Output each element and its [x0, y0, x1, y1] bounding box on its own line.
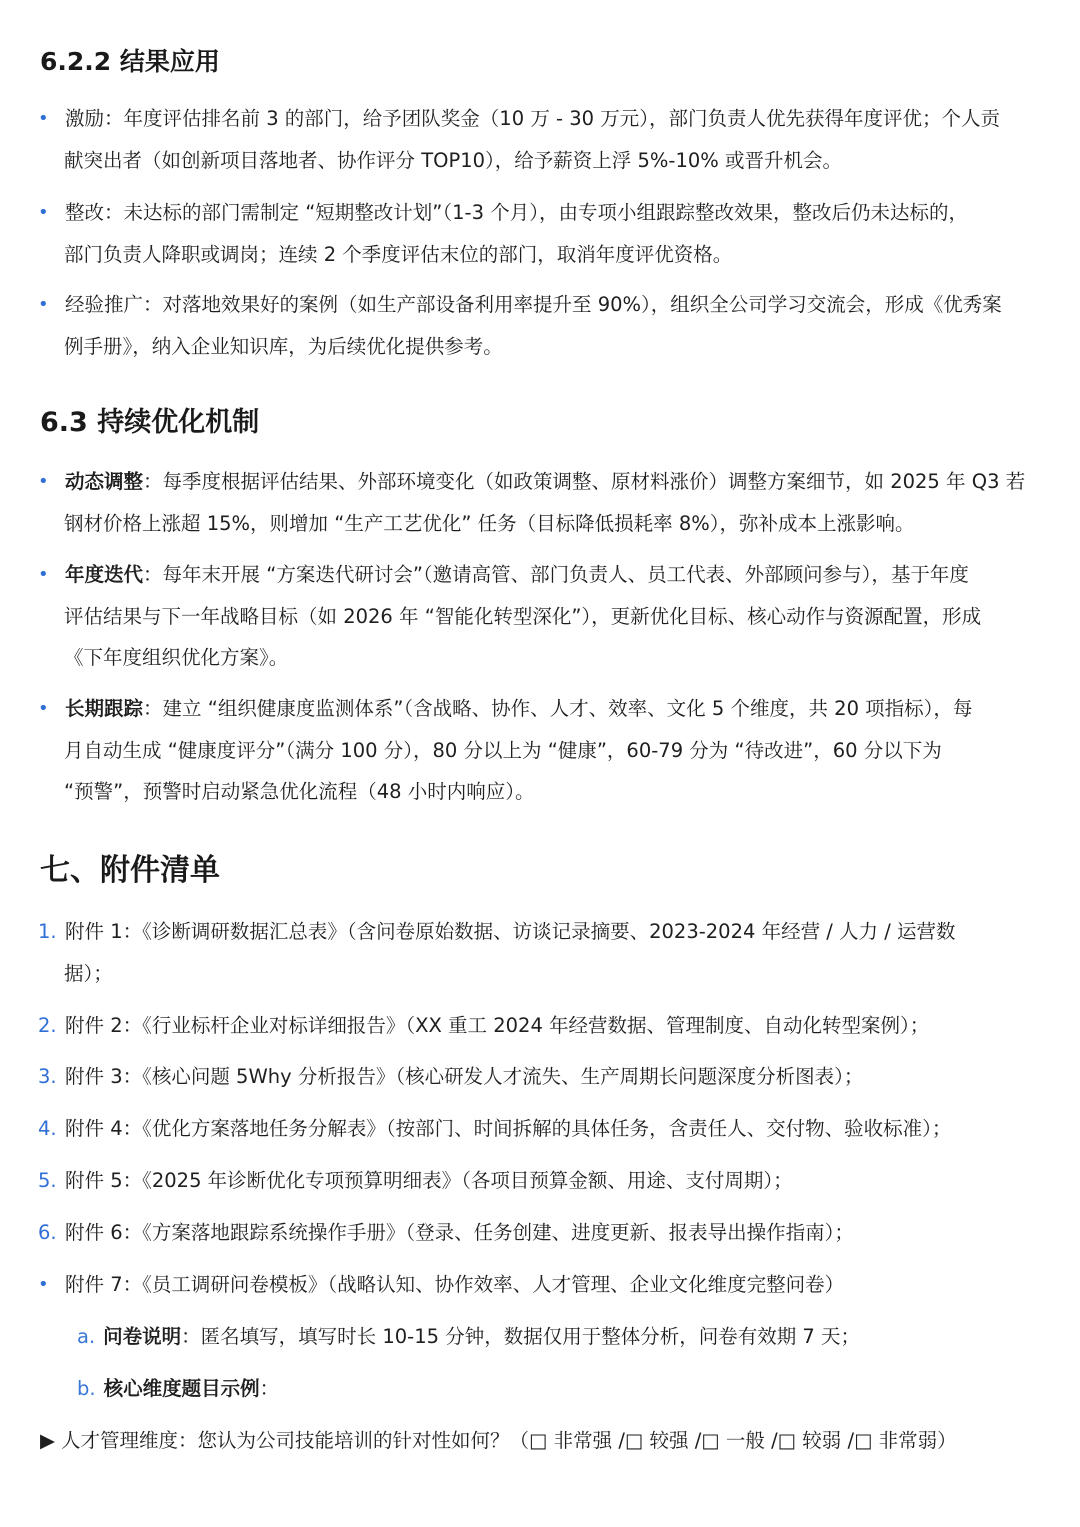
- item-text: 附件 2：《行业标杆企业对标详细报告》（XX 重工 2024 年经营数据、管理制度、自动化转型案例）；: [65, 1014, 930, 1037]
- item-text: 激励：年度评估排名前 3 的部门，给予团队奖金（10 万 - 30 万元），部门负责人优先获得年度评优；个人贡: [65, 107, 1001, 130]
- list-item: [38, 1212, 1048, 1254]
- list-number: 1.: [38, 920, 57, 943]
- item-text: 例手册》，纳入企业知识库，为后续优化提供参考。: [64, 334, 503, 358]
- list-item: [38, 1005, 1048, 1047]
- item-text: 附件 7：《员工调研问卷模板》（战略认知、协作效率、人才管理、企业文化维度完整问卷）: [65, 1273, 845, 1296]
- list-number: 4.: [38, 1117, 57, 1140]
- item-text: ：每季度根据评估结果、外部环境变化（如政策调整、原材料涨价）调整方案细节，如 2025 年 Q3 若: [143, 470, 1026, 493]
- section-heading-6-2-2: 6.2.2 结果应用: [40, 47, 220, 76]
- item-text: 献突出者（如创新项目落地者、协作评分 TOP10），给予薪资上浮 5%-10% 或晋升机会。: [64, 148, 842, 172]
- list-item: [38, 461, 1048, 544]
- question-item: [40, 1420, 957, 1462]
- bullet-icon: •: [38, 1274, 49, 1295]
- item-label: 动态调整: [65, 470, 144, 493]
- list-item: [38, 1056, 1048, 1098]
- question-text: 人才管理维度：您认为公司技能培训的针对性如何？（□ 非常强 /□ 较强 /□ 一般 /□ 较弱 /□ 非常弱）: [61, 1429, 957, 1452]
- list-item: [38, 284, 1048, 367]
- item-text: 部门负责人降职或调岗；连续 2 个季度评估末位的部门，取消年度评优资格。: [64, 242, 733, 266]
- item-text: 月自动生成 “健康度评分”（满分 100 分），80 分以上为 “健康”，60-79 分为 “待改进”，60 分以下为: [64, 738, 942, 762]
- item-label: 长期跟踪: [65, 697, 144, 720]
- sub-item-label: 问卷说明: [103, 1325, 182, 1348]
- sub-list-item: [77, 1368, 279, 1410]
- list-number: 2.: [38, 1014, 57, 1037]
- list-item: [38, 688, 1048, 813]
- item-text: ：建立 “组织健康度监测体系”（含战略、协作、人才、效率、文化 5 个维度，共 20 项指标），每: [143, 697, 973, 720]
- list-item: [38, 554, 1048, 679]
- bullet-icon: •: [38, 698, 49, 719]
- item-text: 附件 1：《诊断调研数据汇总表》（含问卷原始数据、访谈记录摘要、2023-2024 年经营 / 人力 / 运营数: [65, 920, 956, 943]
- triangle-arrow-icon: ▶: [40, 1429, 55, 1452]
- list-number: 5.: [38, 1169, 57, 1192]
- item-text: 据）；: [64, 961, 113, 985]
- item-text: 附件 4：《优化方案落地任务分解表》（按部门、时间拆解的具体任务，含责任人、交付物、验收标准）；: [65, 1117, 952, 1140]
- item-text: 《下年度组织优化方案》。: [64, 646, 289, 669]
- item-text: 评估结果与下一年战略目标（如 2026 年 “智能化转型深化”），更新优化目标、核心动作与资源配置，形成: [64, 604, 982, 628]
- item-text: 整改：未达标的部门需制定 “短期整改计划”（1-3 个月），由专项小组跟踪整改效果，整改后仍未达标的，: [65, 201, 968, 224]
- sub-list-letter: a.: [77, 1325, 96, 1348]
- sub-list-item: [77, 1316, 860, 1358]
- section-heading-6-3: 6.3 持续优化机制: [40, 407, 260, 438]
- list-item: [38, 1108, 1048, 1150]
- list-number: 3.: [38, 1065, 57, 1088]
- item-text: 附件 3：《核心问题 5Why 分析报告》（核心研发人才流失、生产周期长问题深度分析图表）；: [65, 1065, 864, 1088]
- list-item: [38, 1264, 1048, 1306]
- bullet-icon: •: [38, 564, 49, 585]
- sub-item-text: ：: [259, 1377, 280, 1400]
- sub-item-label: 核心维度题目示例: [103, 1377, 260, 1400]
- sub-item-text: ：匿名填写，填写时长 10-15 分钟，数据仅用于整体分析，问卷有效期 7 天；: [181, 1325, 861, 1348]
- bullet-icon: •: [38, 471, 49, 492]
- item-text: ：每年末开展 “方案迭代研讨会”（邀请高管、部门负责人、员工代表、外部顾问参与），基于年度: [143, 563, 969, 586]
- list-number: 6.: [38, 1221, 57, 1244]
- item-text: “预警”，预警时启动紧急优化流程（48 小时内响应）。: [64, 780, 535, 803]
- bullet-icon: •: [38, 108, 49, 129]
- sub-list-letter: b.: [77, 1377, 96, 1400]
- bullet-icon: •: [38, 202, 49, 223]
- bullet-icon: •: [38, 294, 49, 315]
- item-text: 附件 6：《方案落地跟踪系统操作手册》（登录、任务创建、进度更新、报表导出操作指南）；: [65, 1221, 854, 1244]
- list-item: [38, 192, 1048, 275]
- list-item: [38, 911, 1048, 994]
- list-item: [38, 98, 1048, 181]
- section-heading-7: 七、附件清单: [40, 853, 220, 888]
- item-text: 附件 5：《2025 年诊断优化专项预算明细表》（各项目预算金额、用途、支付周期）；: [65, 1169, 793, 1192]
- item-text: 钢材价格上涨超 15%，则增加 “生产工艺优化” 任务（目标降低损耗率 8%），弥补成本上涨影响。: [64, 511, 915, 535]
- list-item: [38, 1160, 1048, 1202]
- item-text: 经验推广：对落地效果好的案例（如生产部设备利用率提升至 90%），组织全公司学习交流会，形成《优秀案: [65, 293, 1002, 316]
- item-label: 年度迭代: [65, 563, 144, 586]
